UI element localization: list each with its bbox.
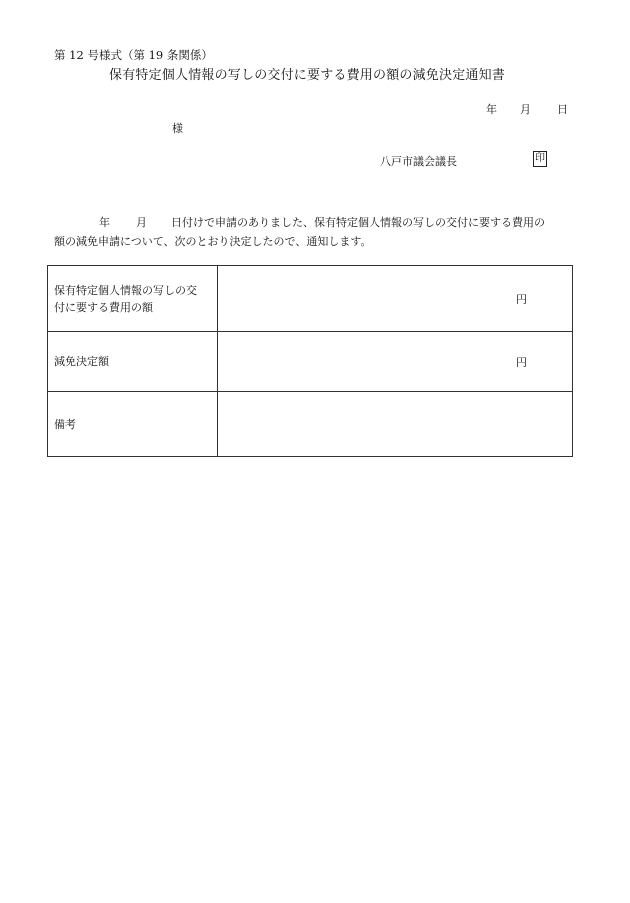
row-label-remarks [48, 392, 218, 457]
table-row [48, 332, 573, 392]
yen-unit: 円 [516, 292, 527, 306]
date-day-label: 日 [557, 103, 568, 116]
row-label-line: 付に要する費用の額 [54, 300, 153, 314]
addressee-suffix: 様 [172, 122, 183, 135]
fee-amount-field[interactable] [218, 266, 573, 332]
row-label-line: 保有特定個人情報の写しの交 [54, 283, 197, 297]
body-text-line2: 額の減免申請について、次のとおり決定したので、通知します。 [54, 235, 372, 248]
document-title: 保有特定個人情報の写しの交付に要する費用の額の減免決定通知書 [109, 68, 506, 83]
issuer-name: 八戸市議会議長 [380, 155, 457, 168]
reduction-amount-field[interactable] [218, 332, 573, 392]
form-number: 第 12 号様式（第 19 条関係） [54, 48, 213, 62]
seal-mark: 印 [533, 151, 547, 167]
table-row [48, 266, 573, 332]
row-label-line: 備考 [54, 417, 76, 431]
remarks-field[interactable] [218, 392, 573, 457]
date-month-label: 月 [520, 103, 531, 116]
row-label-reduction-amount [48, 332, 218, 392]
date-year-label: 年 [486, 103, 497, 116]
body-month-label: 月 [136, 216, 147, 229]
body-text-line1: 日付けで申請のありました、保有特定個人情報の写しの交付に要する費用の [171, 216, 545, 229]
body-year-label: 年 [99, 216, 110, 229]
yen-unit: 円 [516, 355, 527, 369]
row-label-fee-amount [48, 266, 218, 332]
decision-table [47, 265, 573, 457]
row-label-line: 減免決定額 [54, 355, 109, 368]
table-row [48, 392, 573, 457]
